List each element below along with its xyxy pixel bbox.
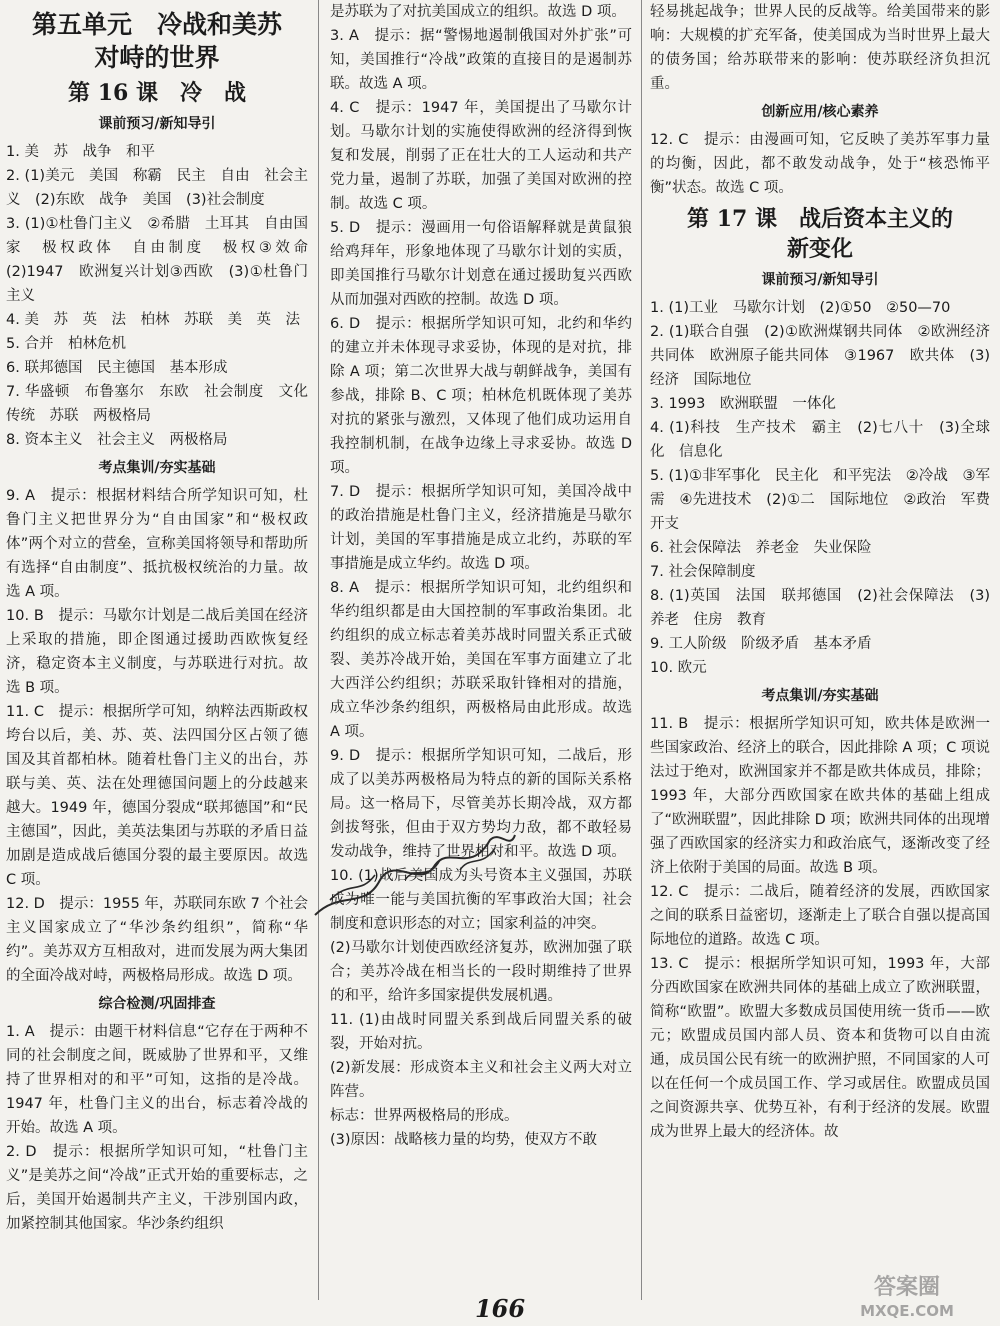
answer-item: 7. 社会保障制度 <box>650 564 756 580</box>
answer-item: 3. (1)①杜鲁门主义 ②希腊 土耳其 自由国家 极权政体 自由制度 极权③效命 (2)1947 欧洲复兴计划③西欧 (3)①杜鲁门主义 <box>6 216 323 304</box>
answer-item: 13. C 提示：根据所学知识可知，1993 年，大部分西欧国家在欧洲共同体的基础上成立了欧洲联盟，简称“欧盟”。欧盟大多数成员国使用统一货币——欧元；欧盟成员国内部人员、资本和货物可以自由流通，成员国公民有统一的欧洲护照，不同国家的人可以在任何一个成员国工作、学习或居住。欧盟成员国之间资源共享、优势互补，有利于经济的发展。欧盟成为世界上最大的经济体。故 <box>650 956 990 1140</box>
watermark-logo <box>822 1268 992 1322</box>
page-number: 166 <box>474 1294 526 1323</box>
answer-item: 12. C 提示：二战后，随着经济的发展，西欧国家之间的联系日益密切，逐渐走上了联合自强以提高国际地位的道路。故选 C 项。 <box>650 884 990 948</box>
answer-item: 8. (1)英国 法国 联邦德国 (2)社会保障法 (3)养老 住房 教育 <box>650 588 990 628</box>
column-divider <box>641 0 642 1300</box>
answer-item: 1. A 提示：由题干材料信息“它存在于两种不同的社会制度之间，既威胁了世界和平，又维持了世界相对的和平”可知，这指的是冷战。1947 年，杜鲁门主义的出台，标志着冷战的开始。故选 A 项。 <box>6 1024 308 1136</box>
unit-title-line: 第五单元 冷战和美苏 <box>31 10 282 39</box>
answer-item: 12. C 提示：由漫画可知，它反映了美苏军事力量的均衡，因此，都不敢发动战争，处于“核恐怖平衡”状态。故选 C 项。 <box>650 132 990 196</box>
answer-item: 9. 工人阶级 阶级矛盾 基本矛盾 <box>650 636 872 652</box>
watermark-line1: 答案圈 <box>873 1275 941 1300</box>
answer-item: 11. (1)由战时同盟关系到战后同盟关系的破裂，开始对抗。 <box>330 1012 632 1052</box>
answer-item: 8. A 提示：根据所学知识可知，北约组织和华约组织都是由大国控制的军事政治集团。北约组织的成立标志着美苏战时同盟关系正式破裂、美苏冷战开始，美国在军事方面建立了北大西洋公约组织；苏联采取针锋相对的措施，成立华沙条约组织，两极格局由此形成。故选 A 项。 <box>330 580 632 740</box>
answer-item: 6. 社会保障法 养老金 失业保险 <box>650 540 872 556</box>
answer-item: 1. (1)工业 马歇尔计划 (2)①50 ②50—70 <box>650 300 951 316</box>
answer-item: 1. 美 苏 战争 和平 <box>6 144 155 160</box>
answer-item: (3)原因：战略核力量的均势，使双方不敢 <box>330 1132 598 1148</box>
answer-item: 5. D 提示：漫画用一句俗语解释就是黄鼠狼给鸡拜年，形象地体现了马歇尔计划的实质，即美国推行马歇尔计划意在通过援助复兴西欧从而加强对西欧的控制。故选 D 项。 <box>330 220 632 308</box>
watermark-line2: MXQE.COM <box>860 1302 954 1320</box>
answer-item: 9. A 提示：根据材料结合所学知识可知，杜鲁门主义把世界分为“自由国家”和“极权政体”两个对立的营垒，宣称美国将领导和帮助所有选择“自由制度”、抵抗极权统治的力量。故选 A 项。 <box>6 488 308 600</box>
column-divider <box>318 0 319 1300</box>
answer-item: (2)新发展：形成资本主义和社会主义两大对立阵营。 <box>330 1060 632 1100</box>
section-heading: 综合检测/巩固排查 <box>98 996 216 1012</box>
answer-item: 是苏联为了对抗美国成立的组织。故选 D 项。 <box>330 4 626 20</box>
unit-title-line: 对峙的世界 <box>94 43 220 72</box>
lesson-title-line: 新变化 <box>786 236 853 262</box>
answer-item: 5. (1)①非军事化 民主化 和平宪法 ②冷战 ③军需 ④先进技术 (2)①二 国际地位 ②政治 军费开支 <box>650 468 990 532</box>
lesson-title-line: 第 17 课 战后资本主义的 <box>687 206 953 232</box>
section-heading: 课前预习/新知导引 <box>761 272 879 288</box>
section-heading: 考点集训/夯实基础 <box>98 460 216 476</box>
lesson-title <box>650 204 990 264</box>
answer-item: 轻易挑起战争；世界人民的反战等。给美国带来的影响：大规模的扩充军备，使美国成为当时世界上最大的债务国；给苏联带来的影响：使苏联经济负担沉重。 <box>650 4 990 92</box>
answer-item: 4. C 提示：1947 年，美国提出了马歇尔计划。马歇尔计划的实施使得欧洲的经济得到恢复和发展，削弱了正在壮大的工人运动和共产党力量，遏制了苏联，加强了美国对欧洲的控制。故选 C 项。 <box>330 100 632 212</box>
answer-item: 6. 联邦德国 民主德国 基本形成 <box>6 360 228 376</box>
answer-item: 11. B 提示：根据所学知识可知，欧共体是欧洲一些国家政治、经济上的联合，因此排除 A 项；C 项说法过于绝对，欧洲国家并不都是欧共体成员，排除；1993 年，大部分西欧国家在欧共体的基础上组成了“欧洲联盟”，因此排除 D 项；欧洲共同体的出现增强了西欧国家的经济实力和政治底气，逐渐改变了经济上依附于美国的局面。故选 B 项。 <box>650 716 990 876</box>
answer-item: 2. D 提示：根据所学知识可知，“杜鲁门主义”是美苏之间“冷战”正式开始的重要标志，之后，美国开始遏制共产主义，干涉别国内政，加紧控制其他国家。华沙条约组织 <box>6 1144 308 1232</box>
answer-item: 7. 华盛顿 布鲁塞尔 东欧 社会制度 文化传统 苏联 两极格局 <box>6 384 308 424</box>
answer-item: 4. 美 苏 英 法 柏林 苏联 美 英 法 <box>6 312 300 328</box>
answer-item: 3. A 提示：据“警惕地遏制俄国对外扩张”可知，美国推行“冷战”政策的直接目的是遏制苏联。故选 A 项。 <box>330 28 632 92</box>
answer-item: 2. (1)美元 美国 称霸 民主 自由 社会主义 (2)东欧 战争 美国 (3)社会制度 <box>6 168 308 208</box>
handwritten-scribble <box>310 820 520 930</box>
section-heading: 考点集训/夯实基础 <box>761 688 879 704</box>
answer-item: 6. D 提示：根据所学知识可知，北约和华约的建立并未体现寻求妥协，体现的是对抗，排除 A 项；第二次世界大战与朝鲜战争，美国有参战，排除 B、C 项；柏林危机既体现了美苏对抗的紧张与激烈，又体现了他们成功运用自我控制机制，在战争边缘上寻求妥协。故选 D 项。 <box>330 316 632 476</box>
column-middle <box>330 0 632 1152</box>
unit-title <box>6 8 308 74</box>
answer-item: 7. D 提示：根据所学知识可知，美国冷战中的政治措施是杜鲁门主义，经济措施是马歇尔计划，美国的军事措施是成立北约，苏联的军事措施是成立华约。故选 D 项。 <box>330 484 632 572</box>
section-heading: 课前预习/新知导引 <box>98 116 216 132</box>
section-heading: 创新应用/核心素养 <box>761 104 879 120</box>
answer-item: 3. 1993 欧洲联盟 一体化 <box>650 396 836 412</box>
answer-item: 10. 欧元 <box>650 660 707 676</box>
answer-item: 8. 资本主义 社会主义 两极格局 <box>6 432 228 448</box>
answer-item: 标志：世界两极格局的形成。 <box>330 1108 519 1124</box>
answer-item: 4. (1)科技 生产技术 霸主 (2)七八十 (3)全球化 信息化 <box>650 420 990 460</box>
answer-item: 2. (1)联合自强 (2)①欧洲煤钢共同体 ②欧洲经济共同体 欧洲原子能共同体 ③1967 欧共体 (3)经济 国际地位 <box>650 324 990 388</box>
answer-item: 12. D 提示：1955 年，苏联同东欧 7 个社会主义国家成立了“华沙条约组织”，简称“华约”。美苏双方互相敌对，进而发展为两大集团的全面冷战对峙，两极格局形成。故选 D 项。 <box>6 896 308 984</box>
answer-item: 5. 合并 柏林危机 <box>6 336 126 352</box>
answer-item: 10. B 提示：马歇尔计划是二战后美国在经济上采取的措施，即企图通过援助西欧恢复经济，稳定资本主义制度，与苏联进行对抗。故选 B 项。 <box>6 608 308 696</box>
answer-item: 11. C 提示：根据所学可知，纳粹法西斯政权垮台以后，美、苏、英、法四国分区占领了德国及其首都柏林。随着杜鲁门主义的出台，苏联与美、英、法在处理德国问题上的分歧越来越大。1949 年，德国分裂成“联邦德国”和“民主德国”，因此，美英法集团与苏联的矛盾日益加剧是造成战后德国分裂的最主要原因。故选 C 项。 <box>6 704 308 888</box>
answer-item: 9. D 提示：根据所学知识可知，二战后，形成了以美苏两极格局为特点的新的国际关系格局。这一格局下，尽管美苏长期冷战，双方都剑拔弩张，但由于双方势均力敌，都不敢轻易发动战争，维持了世界相对和平。故选 D 项。 <box>330 748 632 860</box>
answer-item: (2)马歇尔计划使西欧经济复苏，欧洲加强了联合；美苏冷战在相当长的一段时期维持了世界的和平，给许多国家提供发展机遇。 <box>330 940 632 1004</box>
column-right <box>650 0 990 1144</box>
lesson-title: 第 16 课 冷 战 <box>68 80 246 106</box>
column-left <box>6 0 323 1236</box>
answer-item: 10. (1)战后美国成为头号资本主义强国，苏联成为唯一能与美国抗衡的军事政治大国；社会制度和意识形态的对立；国家利益的冲突。 <box>330 868 632 932</box>
